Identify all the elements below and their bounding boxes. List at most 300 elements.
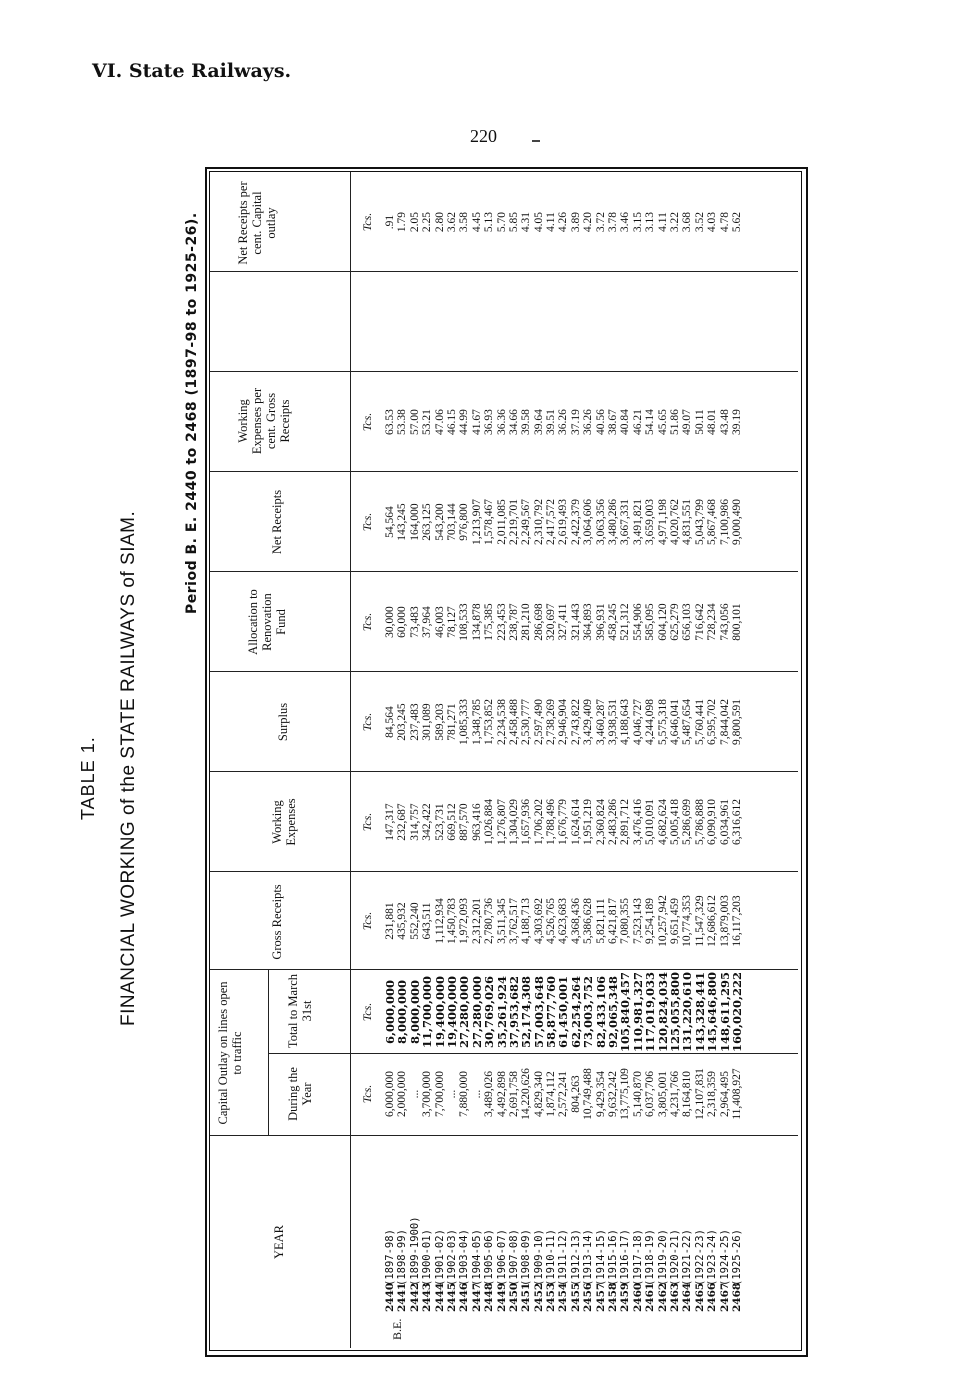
cell-net: 2,310,792 [532, 499, 545, 545]
cell-working: 147,317 [384, 803, 396, 841]
rule [210, 969, 798, 970]
cell-allocation: 108,533 [458, 603, 471, 641]
cell-be-year: 2449 [495, 1282, 508, 1312]
section-heading: VI. State Railways. [92, 60, 292, 82]
cell-net: 4,020,762 [668, 499, 681, 545]
year-row [669, 1138, 681, 1312]
year-row [409, 1138, 421, 1312]
year-row [508, 1138, 520, 1312]
cell-net-pct: 3.52 [693, 211, 706, 233]
table-title: FINANCIAL WORKING of the STATE RAILWAYS of SIAM. [118, 510, 139, 1026]
cell-working: 1,624,614 [569, 799, 582, 845]
cell-during-year: 4,829,340 [532, 1071, 545, 1117]
cell-during-year: 804,263 [569, 1075, 582, 1113]
cell-period: (1917-18) [631, 1229, 644, 1286]
cell-during-year: 13,775,109 [619, 1068, 632, 1120]
cell-period: (1920-21) [668, 1229, 681, 1286]
cell-allocation: 37,964 [421, 606, 434, 638]
cell-allocation: 238,787 [507, 603, 520, 641]
year-row [694, 1138, 706, 1312]
cell-during-year: 2,318,359 [706, 1071, 719, 1117]
unit-label: Tcs. [360, 1002, 374, 1022]
cell-surplus: 5,760,441 [693, 699, 706, 745]
cell-period: (1900-01) [421, 1229, 434, 1286]
cell-working: 4,682,624 [656, 799, 669, 845]
cell-working: 887,570 [458, 803, 471, 841]
cell-gross: 3,511,345 [495, 898, 508, 944]
rule [210, 1135, 798, 1136]
cell-allocation: 521,312 [619, 603, 632, 641]
cell-be-year: 2457 [594, 1282, 607, 1312]
cell-period: (1914-15) [594, 1229, 607, 1286]
header-surplus: Surplus [276, 702, 290, 742]
cell-allocation: 364,893 [582, 603, 595, 641]
cell-net: 1,213,907 [470, 499, 483, 545]
cell-total: 73,003,752 [581, 975, 596, 1049]
cell-net-pct: .91 [384, 214, 396, 230]
cell-be-year: 2452 [532, 1282, 545, 1312]
cell-allocation: 286,698 [532, 603, 545, 641]
year-row [644, 1138, 656, 1312]
cell-gross: 1,450,783 [445, 898, 458, 944]
cell-during-year: 8,164,810 [681, 1071, 694, 1117]
column-allocation [384, 574, 743, 670]
cell-surplus: 781,271 [445, 703, 458, 741]
year-row [706, 1138, 718, 1312]
cell-net-pct: 4.20 [582, 211, 595, 233]
cell-working-pct: 36.26 [557, 409, 570, 435]
cell-gross: 7,523,143 [631, 898, 644, 944]
cell-allocation: 46,003 [433, 606, 446, 638]
cell-be-year: 2460 [631, 1282, 644, 1312]
cell-total: 19,400,000 [444, 975, 459, 1049]
header-gross: Gross Receipts [270, 884, 284, 960]
cell-period: (1901-02) [433, 1229, 446, 1286]
cell-during-year: 12,107,831 [693, 1068, 706, 1120]
cell-during-year: 7,700,000 [433, 1071, 446, 1117]
cell-allocation: 716,642 [693, 603, 706, 641]
cell-period: (1899-1900) [408, 1216, 421, 1286]
cell-working-pct: 37.19 [569, 409, 582, 435]
unit-label: Tcs. [360, 812, 374, 832]
year-row [496, 1138, 508, 1312]
header-year: YEAR [272, 1224, 286, 1260]
period-subtitle: Period B. E. 2440 to 2468 (1897-98 to 1925-26). [184, 212, 200, 614]
cell-gross: 1,112,934 [433, 898, 446, 944]
rule [210, 371, 798, 372]
cell-be-year: 2446 [458, 1282, 471, 1312]
cell-gross: 4,623,683 [557, 898, 570, 944]
cell-gross: 4,188,713 [520, 898, 533, 944]
cell-during-year: 9,632,242 [607, 1071, 620, 1117]
be-label: B.E. [390, 1318, 404, 1340]
cell-period: (1911-12) [557, 1229, 570, 1286]
cell-be-year: 2443 [421, 1282, 434, 1312]
cell-allocation: 223,453 [495, 603, 508, 641]
cell-net: 263,125 [421, 503, 434, 541]
cell-surplus: 3,460,287 [594, 699, 607, 745]
cell-gross: 9,651,459 [668, 898, 681, 944]
cell-net: 976,800 [458, 503, 471, 541]
page-number: 220 [470, 126, 497, 146]
unit-label: Tcs. [360, 1084, 374, 1104]
year-row [533, 1138, 545, 1312]
cell-working: 1,276,807 [495, 799, 508, 845]
cell-allocation: 800,101 [730, 603, 743, 641]
cell-allocation: 281,210 [520, 603, 533, 641]
cell-period: (1902-03) [445, 1229, 458, 1286]
cell-during-year: 3,489,026 [483, 1071, 496, 1117]
column-working [384, 774, 743, 870]
cell-period: (1919-20) [656, 1229, 669, 1286]
cell-surplus: 4,244,098 [644, 699, 657, 745]
cell-net: 5,043,799 [693, 499, 706, 545]
cell-allocation: 134,878 [470, 603, 483, 641]
cell-surplus: 9,800,591 [730, 699, 743, 745]
cell-net: 703,144 [445, 503, 458, 541]
header-allocation: Allocation to Renovation Fund [246, 589, 288, 655]
cell-be-year: 2455 [569, 1282, 582, 1312]
cell-working-pct: 40.56 [594, 409, 607, 435]
unit-label: Tcs. [360, 512, 374, 532]
cell-net: 2,011,085 [495, 499, 508, 545]
cell-total: 145,646,800 [705, 971, 720, 1052]
year-row [582, 1138, 594, 1312]
cell-surplus: 1,348,785 [470, 699, 483, 745]
cell-working: 1,706,202 [532, 799, 545, 845]
year-row [421, 1138, 433, 1312]
cell-period: (1912-13) [569, 1229, 582, 1286]
cell-be-year: 2466 [706, 1282, 719, 1312]
cell-allocation: 30,000 [384, 606, 396, 638]
cell-surplus: 5,575,318 [656, 699, 669, 745]
cell-total: 27,280,000 [457, 975, 472, 1049]
cell-gross: 4,303,692 [532, 898, 545, 944]
cell-working: 6,090,910 [706, 799, 719, 845]
cell-net-pct: 2.25 [421, 211, 434, 233]
cell-net-pct: 4.45 [470, 211, 483, 233]
cell-surplus: 4,046,727 [631, 699, 644, 745]
cell-working: 6,316,612 [730, 799, 743, 845]
cell-working-pct: 36.36 [495, 409, 508, 435]
cell-net: 4,971,198 [656, 499, 669, 545]
cell-net-pct: 3.46 [619, 211, 632, 233]
cell-working: 2,483,286 [607, 799, 620, 845]
cell-during-year: 11,408,927 [730, 1068, 743, 1120]
cell-surplus: 237,483 [408, 703, 421, 741]
cell-be-year: 2468 [730, 1282, 743, 1312]
cell-net: 2,417,572 [545, 499, 558, 545]
cell-net-pct: 3.72 [594, 211, 607, 233]
cell-surplus: 2,946,904 [557, 699, 570, 745]
cell-working: 5,005,418 [668, 799, 681, 845]
cell-period: (1897-98) [384, 1229, 396, 1286]
rule [268, 970, 269, 1136]
cell-total: 61,450,001 [556, 975, 571, 1049]
unit-label: Tcs. [360, 911, 374, 931]
cell-working: 1,951,219 [582, 799, 595, 845]
cell-net-pct: 4.11 [656, 212, 669, 232]
cell-period: (1910-11) [545, 1229, 558, 1286]
cell-be-year: 2442 [408, 1282, 421, 1312]
cell-during-year: 2,964,495 [718, 1071, 731, 1117]
cell-allocation: 625,279 [668, 603, 681, 641]
cell-working-pct: 44.99 [458, 409, 471, 435]
cell-working-pct: 39.51 [545, 409, 558, 435]
cell-working: 963,416 [470, 803, 483, 841]
year-row [731, 1138, 743, 1312]
cell-surplus: 2,738,269 [545, 699, 558, 745]
cell-total: 117,019,033 [643, 971, 658, 1052]
cell-be-year: 2459 [619, 1282, 632, 1312]
cell-net-pct: 3.62 [445, 211, 458, 233]
cell-period: (1923-24) [706, 1229, 719, 1286]
cell-net-pct: 3.68 [681, 211, 694, 233]
cell-be-year: 2464 [681, 1282, 694, 1312]
year-row [520, 1138, 532, 1312]
header-working: Working Expenses [270, 798, 298, 846]
cell-total: 19,400,000 [432, 975, 447, 1049]
cell-gross: 10,774,353 [681, 895, 694, 947]
cell-surplus: 6,595,702 [706, 699, 719, 745]
cell-net-pct: 5.62 [730, 211, 743, 233]
cell-working: 1,657,936 [520, 799, 533, 845]
cell-gross: 3,762,517 [507, 898, 520, 944]
cell-be-year: 2458 [607, 1282, 620, 1312]
cell-net-pct: 3.13 [644, 211, 657, 233]
cell-period: (1921-22) [681, 1229, 694, 1286]
cell-net: 2,619,493 [557, 499, 570, 545]
column-during-year [384, 1054, 743, 1134]
rule [210, 271, 798, 272]
header-net-pct: Net Receipts per cent. Capital outlay [236, 181, 278, 265]
cell-total: 120,824,034 [655, 971, 670, 1052]
cell-net: 5,867,468 [706, 499, 719, 545]
cell-during-year: ... [445, 1089, 458, 1099]
year-row [446, 1138, 458, 1312]
cell-be-year: 2447 [470, 1282, 483, 1312]
cell-during-year: 2,572,241 [557, 1071, 570, 1117]
cell-working: 6,034,961 [718, 799, 731, 845]
year-row [570, 1138, 582, 1312]
cell-total: 62,254,264 [568, 975, 583, 1049]
cell-working: 1,676,779 [557, 799, 570, 845]
cell-net: 4,831,551 [681, 499, 694, 545]
rule [210, 471, 798, 472]
cell-net: 54,564 [384, 506, 396, 538]
cell-working: 5,010,091 [644, 799, 657, 845]
cell-be-year: 2454 [557, 1282, 570, 1312]
cell-working-pct: 46.15 [445, 409, 458, 435]
cell-total: 105,840,457 [618, 971, 633, 1052]
cell-net: 3,659,003 [644, 499, 657, 545]
cell-total: 160,020,222 [729, 971, 744, 1052]
cell-during-year: ... [470, 1089, 483, 1099]
cell-be-year: 2440 [384, 1282, 396, 1312]
cell-be-year: 2465 [693, 1282, 706, 1312]
financial-table [210, 172, 798, 1348]
cell-surplus: 2,458,488 [507, 699, 520, 745]
cell-allocation: 554,906 [631, 603, 644, 641]
cell-working: 5,786,888 [693, 799, 706, 845]
cell-total: 52,174,308 [519, 975, 534, 1049]
cell-period: (1925-26) [730, 1229, 743, 1286]
cell-net-pct: 3.15 [631, 211, 644, 233]
cell-working: 3,476,416 [631, 799, 644, 845]
table-label: TABLE 1. [78, 736, 98, 820]
column-net-pct [384, 174, 743, 270]
cell-net-pct: 3.58 [458, 211, 471, 233]
cell-net-pct: 3.22 [668, 211, 681, 233]
cell-gross: 13,879,003 [718, 895, 731, 947]
cell-during-year: 4,231,766 [668, 1071, 681, 1117]
cell-net: 543,200 [433, 503, 446, 541]
cell-allocation: 396,931 [594, 603, 607, 641]
cell-net-pct: 4.05 [532, 211, 545, 233]
cell-working: 2,891,712 [619, 799, 632, 845]
cell-net: 164,000 [408, 503, 421, 541]
header-total-march: Total to March 31st [286, 973, 314, 1049]
header-during-year: During the Year [286, 1067, 314, 1121]
column-working-pct [384, 374, 743, 470]
cell-surplus: 2,234,538 [495, 699, 508, 745]
column-year [384, 1138, 743, 1312]
cell-total: 58,877,760 [544, 975, 559, 1049]
year-row [458, 1138, 470, 1312]
cell-total: 57,003,648 [531, 975, 546, 1049]
column-gross [384, 874, 743, 968]
cell-during-year: 10,749,488 [582, 1068, 595, 1120]
cell-period: (1915-16) [607, 1229, 620, 1286]
cell-allocation: 656,103 [681, 603, 694, 641]
cell-net: 3,063,356 [594, 499, 607, 545]
unit-label: Tcs. [360, 712, 374, 732]
column-net [384, 474, 743, 570]
cell-working-pct: 54.14 [644, 409, 657, 435]
year-row [545, 1138, 557, 1312]
cell-during-year: ... [408, 1089, 421, 1099]
header-rule [350, 172, 351, 1348]
cell-net-pct: 3.89 [569, 211, 582, 233]
cell-net: 3,667,331 [619, 499, 632, 545]
cell-working-pct: 45.65 [656, 409, 669, 435]
cell-surplus: 589,203 [433, 703, 446, 741]
cell-net: 143,245 [396, 503, 409, 541]
cell-working: 1,788,496 [545, 799, 558, 845]
header-net: Net Receipts [270, 489, 284, 555]
cell-during-year: 6,000,000 [384, 1071, 396, 1117]
cell-gross: 2,780,736 [483, 898, 496, 944]
cell-period: (1898-99) [396, 1229, 409, 1286]
cell-surplus: 5,487,654 [681, 699, 694, 745]
cell-net: 2,219,701 [507, 499, 520, 545]
cell-surplus: 2,743,822 [569, 699, 582, 745]
cell-gross: 9,254,189 [644, 898, 657, 944]
cell-during-year: 2,691,758 [507, 1071, 520, 1117]
year-row [557, 1138, 569, 1312]
cell-gross: 6,421,817 [607, 898, 620, 944]
cell-total: 27,280,000 [469, 975, 484, 1049]
cell-surplus: 4,646,041 [668, 699, 681, 745]
year-row [681, 1138, 693, 1312]
cell-working: 342,422 [421, 803, 434, 841]
unit-label: Tcs. [360, 212, 374, 232]
cell-net-pct: 4.03 [706, 211, 719, 233]
cell-during-year: 4,492,898 [495, 1071, 508, 1117]
cell-gross: 4,368,436 [569, 898, 582, 944]
cell-working-pct: 63.53 [384, 409, 396, 435]
cell-be-year: 2453 [545, 1282, 558, 1312]
cell-net-pct: 2.80 [433, 211, 446, 233]
cell-be-year: 2451 [520, 1282, 533, 1312]
cell-allocation: 78,127 [445, 606, 458, 638]
cell-surplus: 2,530,777 [520, 699, 533, 745]
cell-total: 11,700,000 [420, 975, 435, 1049]
cell-net: 3,491,821 [631, 499, 644, 545]
year-row [471, 1138, 483, 1312]
cell-allocation: 60,000 [396, 606, 409, 638]
year-row [607, 1138, 619, 1312]
cell-net-pct: 5.70 [495, 211, 508, 233]
cell-net: 3,064,606 [582, 499, 595, 545]
cell-be-year: 2445 [445, 1282, 458, 1312]
cell-allocation: 321,443 [569, 603, 582, 641]
cell-gross: 2,312,201 [470, 898, 483, 944]
cell-surplus: 4,188,643 [619, 699, 632, 745]
cell-period: (1916-17) [619, 1229, 632, 1286]
cell-period: (1924-25) [718, 1229, 731, 1286]
cell-during-year: 6,037,706 [644, 1071, 657, 1117]
cell-surplus: 3,938,531 [607, 699, 620, 745]
cell-net-pct: 4.78 [718, 211, 731, 233]
cell-working-pct: 41.67 [470, 409, 483, 435]
cell-allocation: 458,245 [607, 603, 620, 641]
cell-net: 2,249,567 [520, 499, 533, 545]
cell-working-pct: 53.21 [421, 409, 434, 435]
cell-working-pct: 47.06 [433, 409, 446, 435]
cell-be-year: 2441 [396, 1282, 409, 1312]
unit-label: Tcs. [360, 412, 374, 432]
cell-be-year: 2448 [483, 1282, 496, 1312]
cell-period: (1904-05) [470, 1229, 483, 1286]
cell-working: 2,360,824 [594, 799, 607, 845]
cell-net-pct: 4.26 [557, 211, 570, 233]
cell-period: (1909-10) [532, 1229, 545, 1286]
cell-working-pct: 46.21 [631, 409, 644, 435]
cell-net-pct: 4.11 [545, 212, 558, 232]
cell-working-pct: 39.64 [532, 409, 545, 435]
year-row [483, 1138, 495, 1312]
cell-gross: 5,821,111 [594, 898, 607, 944]
cell-gross: 643,511 [421, 902, 434, 940]
cell-net: 1,578,467 [483, 499, 496, 545]
cell-working: 5,286,699 [681, 799, 694, 845]
rule [210, 871, 798, 872]
header-working-pct: Working Expenses per cent. Gross Receipts [236, 387, 292, 455]
cell-net: 2,422,379 [569, 499, 582, 545]
cell-total: 35,261,924 [494, 975, 509, 1049]
cell-be-year: 2444 [433, 1282, 446, 1312]
cell-period: (1922-23) [693, 1229, 706, 1286]
rule [210, 671, 798, 672]
cell-be-year: 2467 [718, 1282, 731, 1312]
cell-net-pct: 1.79 [396, 211, 409, 233]
header-capital-outlay: Capital Outlay on lines open to traffic [216, 981, 244, 1125]
cell-working-pct: 57.00 [408, 409, 421, 435]
cell-allocation: 175,385 [483, 603, 496, 641]
cell-be-year: 2456 [582, 1282, 595, 1312]
cell-period: (1903-04) [458, 1229, 471, 1286]
